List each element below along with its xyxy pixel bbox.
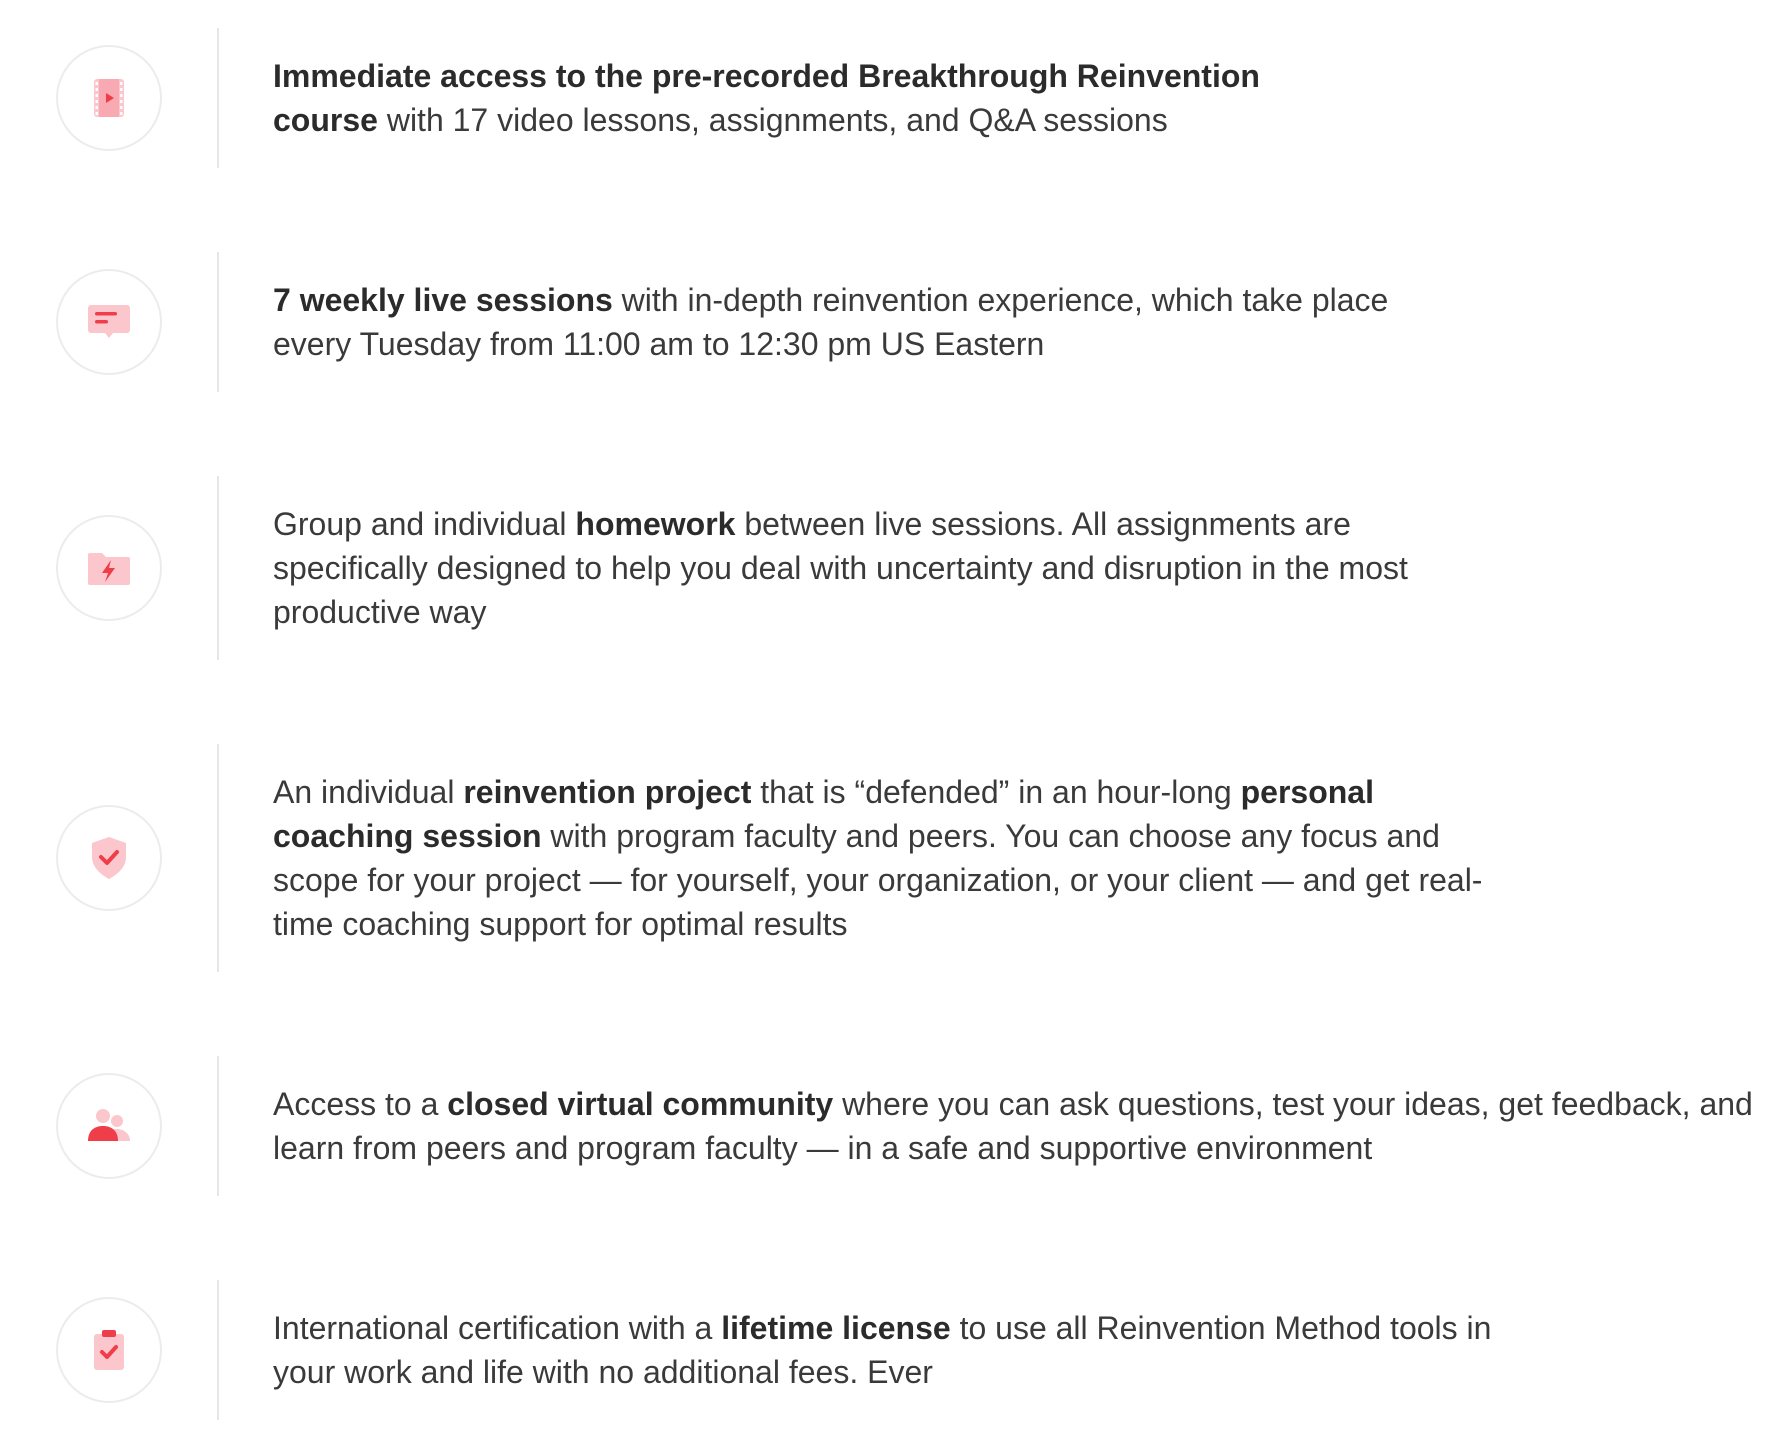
feature-text: An individual bbox=[273, 774, 464, 810]
community-people-icon bbox=[84, 1101, 134, 1151]
feature-description bbox=[273, 770, 1483, 946]
vertical-divider bbox=[217, 252, 219, 392]
feature-icon-circle bbox=[56, 515, 162, 621]
feature-icon-circle bbox=[56, 1073, 162, 1179]
feature-text: International certification with a bbox=[273, 1310, 722, 1346]
feature-text: between live sessions. All assignments are specifically designed to help you deal with uncertainty and disruption in the most productive way bbox=[273, 506, 1408, 630]
feature-item-homework bbox=[0, 476, 1782, 660]
feature-item-live-sessions bbox=[0, 252, 1782, 392]
feature-text: with 17 video lessons, assignments, and Q&A sessions bbox=[377, 102, 1168, 138]
feature-text: with program faculty and peers. You can choose any focus and scope for your project — for yourself, your organization, or your client — and get real-time coaching support for optimal results bbox=[273, 818, 1483, 942]
vertical-divider bbox=[217, 1056, 219, 1196]
feature-text: to use all Reinvention Method tools in your work and life with no additional fees. Ever bbox=[273, 1310, 1492, 1390]
feature-description bbox=[273, 278, 1413, 366]
feature-highlight: reinvention project bbox=[463, 774, 752, 810]
feature-item-community bbox=[0, 1056, 1782, 1196]
feature-text: where you can ask questions, test your ideas, get feedback, and learn from peers and program faculty — in a safe and supportive environment bbox=[273, 1086, 1753, 1166]
vertical-divider bbox=[217, 1280, 219, 1420]
feature-highlight: Immediate access to the pre-recorded Breakthrough Reinvention course bbox=[273, 58, 1260, 138]
chat-bubble-icon bbox=[84, 297, 134, 347]
vertical-divider bbox=[217, 28, 219, 168]
vertical-divider bbox=[217, 744, 219, 972]
feature-icon-circle bbox=[56, 1297, 162, 1403]
feature-description bbox=[273, 1306, 1503, 1394]
shield-check-icon bbox=[84, 833, 134, 883]
feature-description bbox=[273, 502, 1413, 634]
feature-text: with in-depth reinvention experience, which take place every Tuesday from 11:00 am to 12:30 pm US Eastern bbox=[273, 282, 1389, 362]
feature-text: that is “defended” in an hour-long bbox=[751, 774, 1241, 810]
feature-highlight: personal coaching session bbox=[273, 774, 1374, 854]
feature-icon-circle bbox=[56, 269, 162, 375]
clipboard-check-icon bbox=[84, 1325, 134, 1375]
feature-item-reinvention-project bbox=[0, 744, 1782, 972]
feature-highlight: homework bbox=[575, 506, 736, 542]
vertical-divider bbox=[217, 476, 219, 660]
feature-description bbox=[273, 54, 1373, 142]
feature-item-certification bbox=[0, 1280, 1782, 1420]
feature-highlight: closed virtual community bbox=[447, 1086, 834, 1122]
feature-description bbox=[273, 1082, 1773, 1170]
feature-highlight: 7 weekly live sessions bbox=[273, 282, 613, 318]
feature-text: Access to a bbox=[273, 1086, 448, 1122]
folder-lightning-icon bbox=[84, 543, 134, 593]
feature-text: Group and individual bbox=[273, 506, 576, 542]
feature-icon-circle bbox=[56, 45, 162, 151]
video-film-icon bbox=[84, 73, 134, 123]
feature-highlight: lifetime license bbox=[721, 1310, 951, 1346]
feature-icon-circle bbox=[56, 805, 162, 911]
feature-item-video-course bbox=[0, 28, 1782, 168]
